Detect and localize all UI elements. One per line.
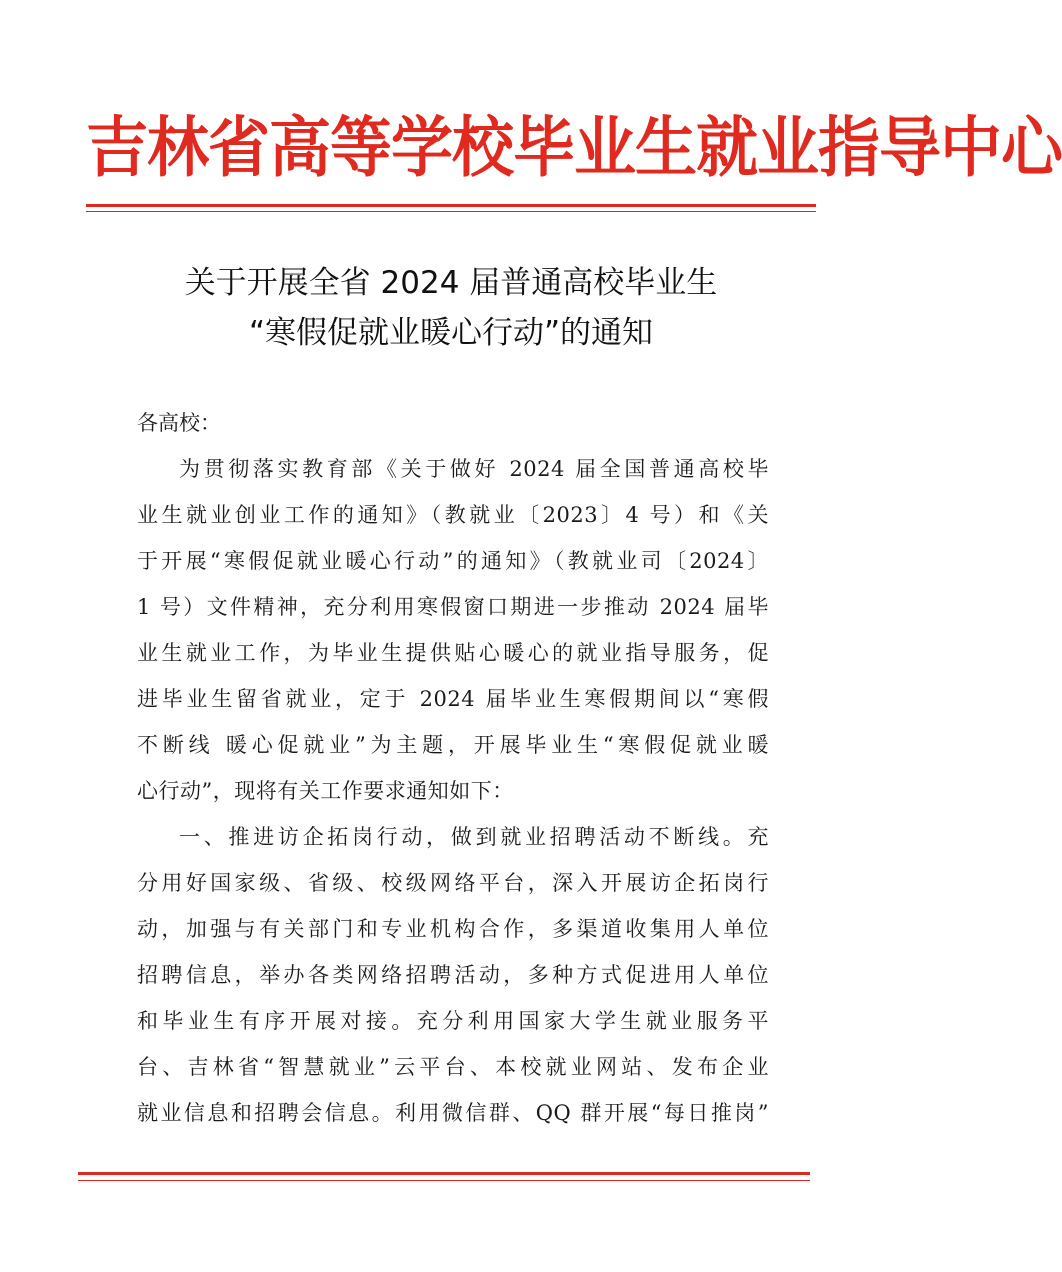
paragraph-line: 台、吉林省“智慧就业”云平台、本校就业网站、发布企业 bbox=[137, 1055, 769, 1079]
paragraph-line: 进毕业生留省就业，定于 2024 届毕业生寒假期间以“寒假 bbox=[137, 687, 769, 711]
paragraph-line: 业生就业工作，为毕业生提供贴心暖心的就业指导服务，促 bbox=[137, 641, 769, 665]
paragraph-line: 1 号）文件精神，充分利用寒假窗口期进一步推动 2024 届毕 bbox=[137, 595, 769, 619]
paragraph-line: 心行动”，现将有关工作要求通知如下： bbox=[137, 779, 514, 803]
footer-rule-thick bbox=[78, 1172, 810, 1175]
paragraph-line: 动，加强与有关部门和专业机构合作，多渠道收集用人单位 bbox=[137, 917, 769, 941]
paragraph-line: 招聘信息，举办各类网络招聘活动，多种方式促进用人单位 bbox=[137, 963, 769, 987]
masthead-rule-thin bbox=[86, 211, 816, 212]
masthead-rule-thick bbox=[86, 204, 816, 207]
paragraph-line: 不断线 暖心促就业”为主题，开展毕业生“寒假促就业暖 bbox=[137, 733, 769, 757]
paragraph-line: 于开展“寒假促就业暖心行动”的通知》（教就业司〔2024〕 bbox=[137, 549, 769, 573]
footer-rule-thin bbox=[78, 1180, 810, 1181]
paragraph-line: 和毕业生有序开展对接。充分利用国家大学生就业服务平 bbox=[137, 1009, 769, 1033]
title-line-1: 关于开展全省 2024 届普通高校毕业生 bbox=[184, 265, 718, 301]
paragraph-line: 就业信息和招聘会信息。利用微信群、QQ 群开展“每日推岗” bbox=[137, 1101, 769, 1125]
masthead-org-name: 吉林省高等学校毕业生就业指导中心 bbox=[86, 109, 1062, 186]
paragraph-line: 一、推进访企拓岗行动，做到就业招聘活动不断线。充 bbox=[179, 825, 769, 849]
document-title bbox=[86, 258, 816, 358]
title-line-2: “寒假促就业暖心行动”的通知 bbox=[248, 315, 654, 351]
salutation: 各高校： bbox=[137, 411, 221, 435]
paragraph-line: 分用好国家级、省级、校级网络平台，深入开展访企拓岗行 bbox=[137, 871, 769, 895]
paragraph-line: 为贯彻落实教育部《关于做好 2024 届全国普通高校毕 bbox=[179, 457, 769, 481]
paragraph-line: 业生就业创业工作的通知》（教就业〔2023〕4 号）和《关 bbox=[137, 503, 769, 527]
body-text bbox=[137, 446, 769, 1136]
